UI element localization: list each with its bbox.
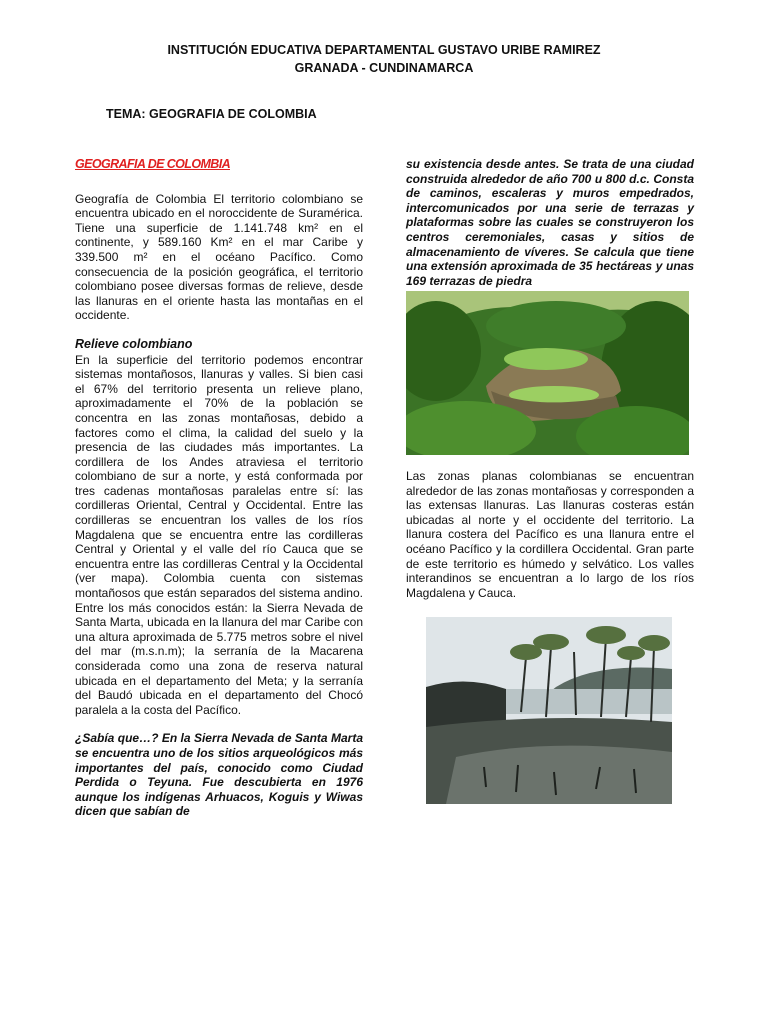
zonas-planas-paragraph: Las zonas planas colombianas se encuentran alrededor de las zonas montañosas y corresponden a las extensas llanuras. Las llanuras costeras están ubicadas al norte y el occidente del territorio. La llanura costera del Pacífico es una llanura entre el océano Pacífico y la cordillera Occidental. Gran parte de este territorio es húmedo y selvático. Los valles interandinos se encuentran a lo largo de los ríos Magdalena y Cauca. xyxy=(406,469,694,600)
ciudad-perdida-terraces-photo xyxy=(406,291,689,455)
right-column-top xyxy=(406,157,694,288)
ciudad-perdida-continuation: su existencia desde antes. Se trata de una ciudad construida alrededor de año 700 u 800 d.c. Consta de caminos, escaleras y muros empedrados, intercomunicados por una serie de terrazas y plataformas sobre las cuales se construyeron los centros ceremoniales, casas y sitios de almacenamiento de víveres. Se calcula que tiene una extensión aproximada de 35 hectáreas y unas 169 terrazas de piedra xyxy=(406,157,694,288)
intro-paragraph: Geografía de Colombia El territorio colombiano se encuentra ubicado en el noroccidente de Suramérica. Tiene una superficie de 1.141.748 km² en el continente, y 589.160 Km² en el mar Caribe y 339.500 m² en el océano Pacífico. Como consecuencia de la posición geográfica, el territorio colombiano posee diversas formas de relieve, desde las llanuras en el oriente hasta las montañas en el occidente. xyxy=(75,191,363,323)
left-column xyxy=(75,157,363,819)
school-location-header: GRANADA - CUNDINAMARCA xyxy=(294,61,474,75)
relieve-paragraph: En la superficie del territorio podemos encontrar sistemas montañosos, llanuras y valles. Si bien casi el 67% del territorio presenta un relieve plano, aproximadamente el 70% de la población se concentra en las zonas montañosas, debido a factores como el clima, la calidad del suelo y la presencia de las ciudades más importantes. La cordillera de los Andes atraviesa el territorio colombiano de sur a norte, y está conformada por tres cadenas montañosas paralelas entre sí: las cordilleras Oriental, Central y Occidental. Entre las cordilleras se encuentran los valles de los ríos Magdalena que se encuentra entre las cordilleras Central y Oriental y el valle del río Cauca que se encuentra entre las cordilleras Central y la Occidental (ver mapa). Colombia cuenta con sistemas montañosos que están separados del sistema andino. Entre los más conocidos están: la Sierra Nevada de Santa Marta, ubicada en la llanura del mar Caribe con una altura aproximada de 5.775 metros sobre el nivel del mar (m.s.n.m); la serranía de la Macarena considerada como una zona de reserva natural ubicada en el departamento del Meta; y la serranía del Baudó ubicada en el departamento del Chocó paralela a la costa del Pacífico. xyxy=(75,352,363,717)
sabia-que-paragraph: ¿Sabía que…? En la Sierra Nevada de Santa Marta se encuentra uno de los sitios arqueológicos más importantes del país, conocido como Ciudad Perdida o Teyuna. Fue descubierta en 1976 aunque los indígenas Arhuacos, Koguis y Wiwas dicen que sabían de xyxy=(75,731,363,819)
topic-title: TEMA: GEOGRAFIA DE COLOMBIA xyxy=(106,107,317,121)
school-name-header: INSTITUCIÓN EDUCATIVA DEPARTAMENTAL GUSTAVO URIBE RAMIREZ xyxy=(167,43,601,57)
relieve-heading: Relieve colombiano xyxy=(75,336,193,351)
section-title: GEOGRAFIA DE COLOMBIA xyxy=(75,157,230,171)
pacific-lowland-river-photo xyxy=(426,617,672,804)
